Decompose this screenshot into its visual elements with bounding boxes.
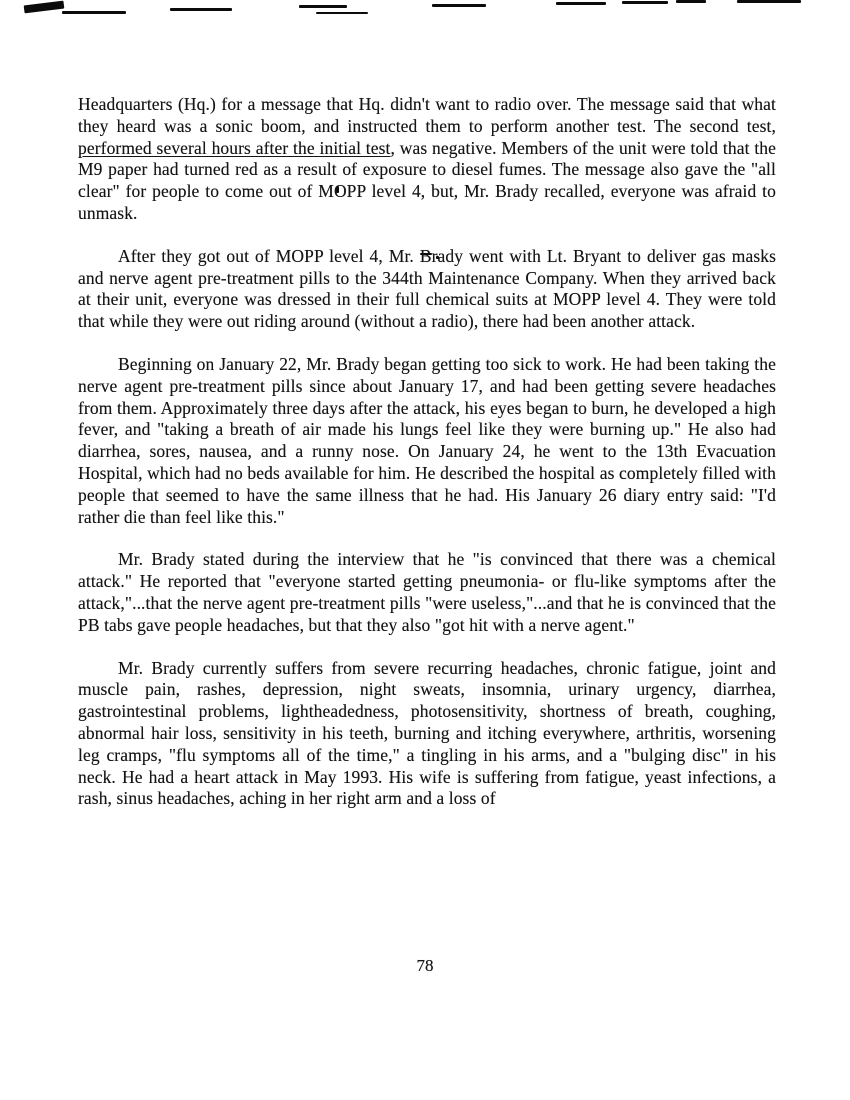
document-body (78, 94, 776, 831)
scan-artifact-line (556, 2, 606, 5)
scan-artifact-line (316, 12, 368, 14)
paragraph-5 (78, 658, 776, 811)
text-segment: Beginning on January 22, Mr. Brady began getting too sick to work. He had been taking the nerve agent pre-treatment pills since about January 17, and had been getting severe headaches from them. Approximately three days after the attack, his eyes began to burn, he developed a high fever, and "taking a breath of air made his lungs feel like they were burning up." He also had diarrhea, sores, nausea, and a runny nose. On January 24, he went to the 13th Evacuation Hospital, which had no beds available for him. He described the hospital as completely filled with people that seemed to have the same illness that he had. His January 26 diary entry said: "I'd rather die than feel like this." (78, 353, 776, 527)
underlined-text: performed several hours after the initial test (78, 137, 391, 158)
scan-artifact-line (432, 4, 486, 7)
scan-artifact-line (170, 8, 232, 11)
scan-artifact-line (299, 5, 347, 8)
text-segment: After they got out of MOPP level 4, Mr. Brady went with Lt. Bryant to deliver gas masks and nerve agent pre-treatment pills to the 344th Maintenance Company. When they arrived back at their unit, everyone was dressed in their full chemical suits at MOPP level 4. They were told that while they were out riding around (without a radio), there had been another attack. (78, 245, 776, 332)
scan-artifact-line (676, 0, 706, 3)
paragraph-2 (78, 246, 776, 333)
text-segment: Headquarters (Hq.) for a message that Hq. didn't want to radio over. The message said that what they heard was a sonic boom, and instructed them to perform another test. The second test, (78, 94, 776, 136)
scan-artifact-line (622, 1, 668, 4)
paragraph-3 (78, 354, 776, 528)
scan-artifact-line (62, 11, 126, 14)
scan-artifact-line (737, 0, 801, 3)
text-segment: , was negative. Members of the unit were told that the M9 paper had turned red as a result of exposure to diesel fumes. The message also gave the "all clear" for people to come out of MOPP level 4, but, Mr. Brady recalled, everyone was afraid to unmask. (78, 137, 776, 223)
paragraph-1 (78, 94, 776, 225)
text-segment: Mr. Brady stated during the interview that he "is convinced that there was a chemical attack." He reported that "everyone started getting pneumonia- or flu-like symptoms after the attack,"...that the nerve agent pre-treatment pills "were useless,"...and that he is convinced that the PB tabs gave people headaches, but that they also "got hit with a nerve agent." (78, 549, 776, 635)
page-number: 78 (416, 956, 434, 975)
paragraph-4 (78, 549, 776, 636)
scan-artifact-blob (24, 1, 65, 14)
text-segment: Mr. Brady currently suffers from severe recurring headaches, chronic fatigue, joint and muscle pain, rashes, depression, night sweats, insomnia, urinary urgency, diarrhea, gastrointestinal problems, lightheadedness, photosensitivity, shortness of breath, coughing, abnormal hair loss, sensitivity in his teeth, burning and itching everywhere, arthritis, worsening leg cramps, "flu symptoms all of the time," a tingling in his arms, and a "bulging disc" in his neck. He had a heart attack in May 1993. His wife is suffering from fatigue, yeast infections, a rash, sinus headaches, aching in her right arm and a loss of (78, 657, 776, 809)
